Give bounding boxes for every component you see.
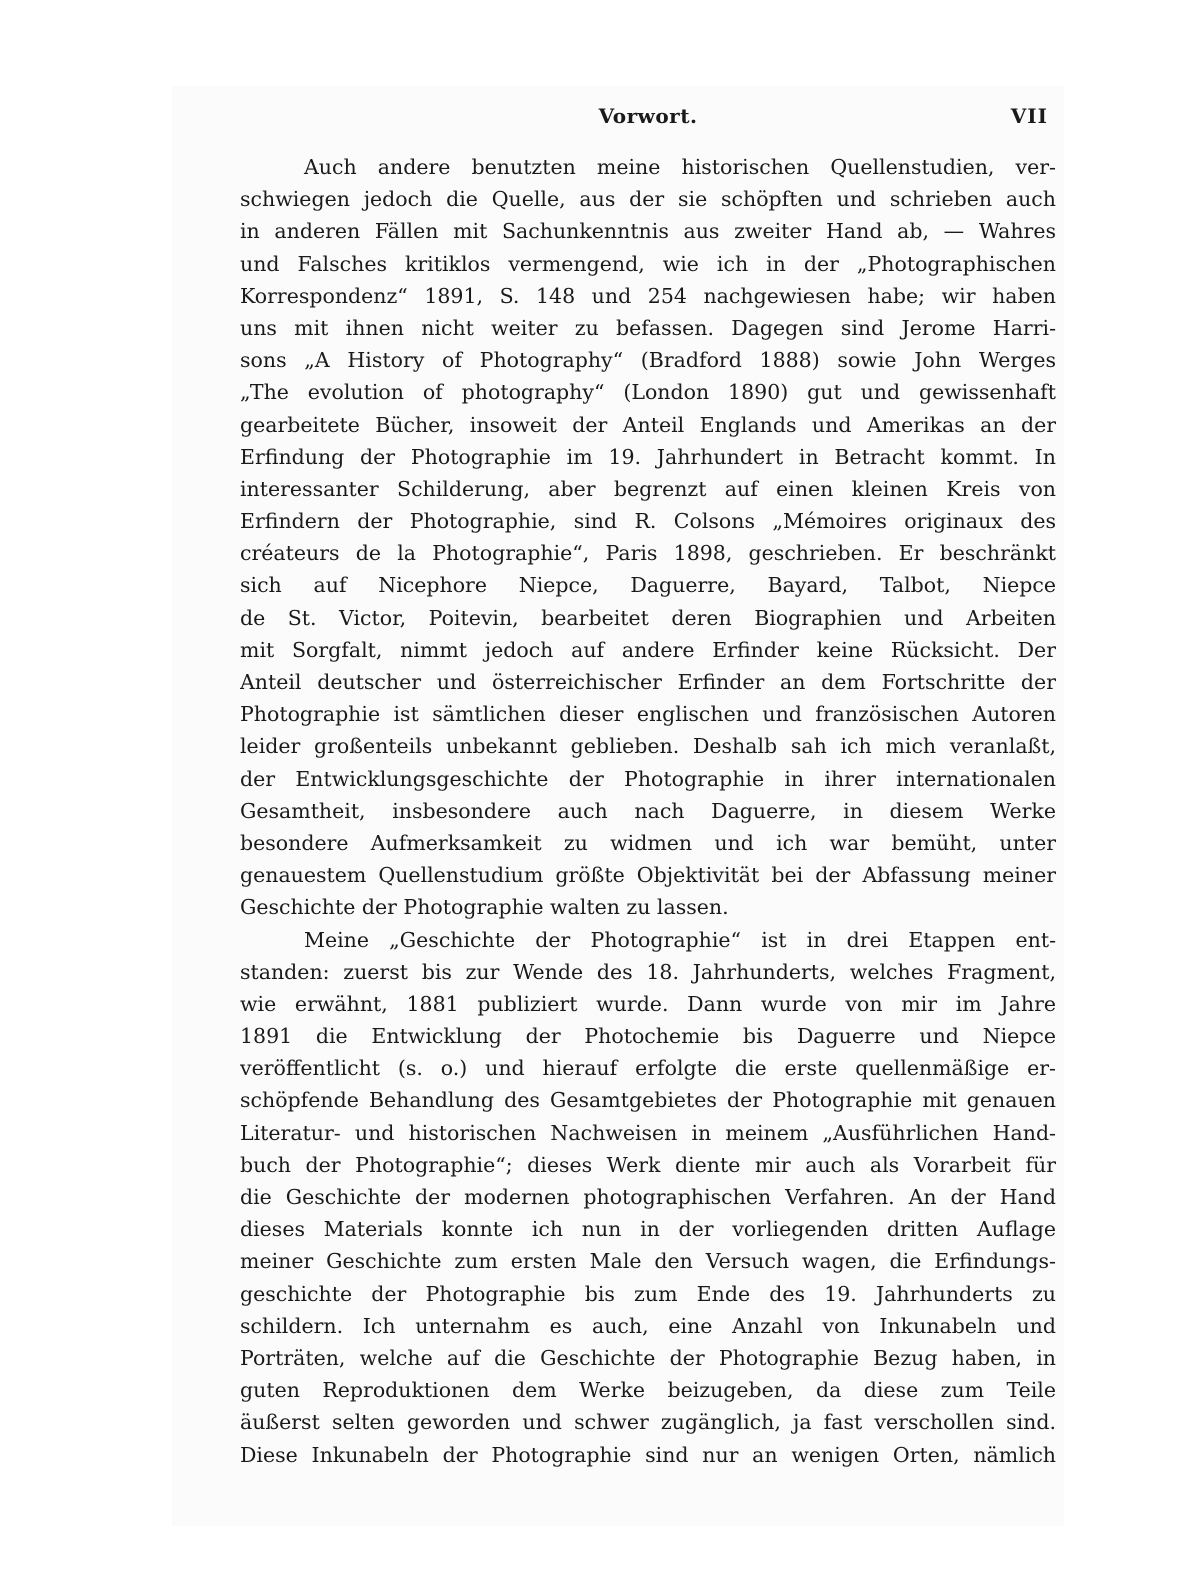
text-line: genauestem Quellenstudium größte Objektivität bei der Abfassung meiner: [240, 863, 1056, 888]
text-line: dieses Materials konnte ich nun in der vorliegenden dritten Auflage: [240, 1217, 1056, 1242]
text-line: meiner Geschichte zum ersten Male den Versuch wagen, die Erfindungs-: [240, 1249, 1056, 1274]
text-line: interessanter Schilderung, aber begrenzt auf einen kleinen Kreis von: [240, 476, 1056, 501]
text-line: schildern. Ich unternahm es auch, eine Anzahl von Inkunabeln und: [240, 1313, 1056, 1338]
text-line: leider großenteils unbekannt geblieben. Deshalb sah ich mich veranlaßt,: [240, 734, 1056, 759]
text-line: créateurs de la Photographie“, Paris 1898, geschrieben. Er beschränkt: [240, 541, 1056, 566]
text-line: wie erwähnt, 1881 publiziert wurde. Dann wurde von mir im Jahre: [240, 991, 1056, 1016]
text-line: und Falsches kritiklos vermengend, wie ich in der „Photographischen: [240, 251, 1056, 276]
text-line: Porträten, welche auf die Geschichte der Photographie Bezug haben, in: [240, 1345, 1056, 1370]
text-line: mit Sorgfalt, nimmt jedoch auf andere Erfinder keine Rücksicht. Der: [240, 637, 1056, 662]
text-line: Geschichte der Photographie walten zu lassen.: [240, 895, 729, 920]
text-line: schwiegen jedoch die Quelle, aus der sie schöpften und schrieben auch: [240, 187, 1056, 212]
text-line: Gesamtheit, insbesondere auch nach Daguerre, in diesem Werke: [240, 798, 1056, 823]
running-header: [240, 104, 1056, 130]
page-number: VII: [1010, 104, 1048, 128]
body-text: [240, 151, 1056, 1471]
text-line: 1891 die Entwicklung der Photochemie bis Daguerre und Niepce: [240, 1024, 1056, 1049]
paragraph: [240, 924, 1056, 1471]
text-line: in anderen Fällen mit Sachunkenntnis aus zweiter Hand ab, — Wahres: [240, 219, 1056, 244]
text-line: veröffentlicht (s. o.) und hierauf erfolgte die erste quellenmäßige er-: [240, 1056, 1056, 1081]
text-line: de St. Victor, Poitevin, bearbeitet deren Biographien und Arbeiten: [240, 605, 1056, 630]
text-line: uns mit ihnen nicht weiter zu befassen. Dagegen sind Jerome Harri-: [240, 315, 1056, 340]
text-line: Anteil deutscher und österreichischer Erfinder an dem Fortschritte der: [240, 670, 1056, 694]
text-line: geschichte der Photographie bis zum Ende des 19. Jahrhunderts zu: [240, 1281, 1056, 1306]
text-line: „The evolution of photography“ (London 1890) gut und gewissenhaft: [240, 380, 1056, 405]
text-line: standen: zuerst bis zur Wende des 18. Jahrhunderts, welches Fragment,: [240, 959, 1056, 984]
text-line: Diese Inkunabeln der Photographie sind nur an wenigen Orten, nämlich: [240, 1442, 1056, 1467]
text-line: äußerst selten geworden und schwer zugänglich, ja fast verschollen sind.: [240, 1410, 1056, 1435]
header-title: Vorwort.: [598, 104, 698, 128]
text-line: der Entwicklungsgeschichte der Photographie in ihrer internationalen: [240, 766, 1056, 791]
text-line: Erfindung der Photographie im 19. Jahrhundert in Betracht kommt. In: [240, 444, 1056, 469]
text-line: gearbeitete Bücher, insoweit der Anteil Englands und Amerikas an der: [240, 412, 1056, 437]
text-line: Meine „Geschichte der Photographie“ ist in drei Etappen ent-: [304, 927, 1056, 952]
paragraph: [240, 151, 1056, 924]
text-line: guten Reproduktionen dem Werke beizugeben, da diese zum Teile: [240, 1378, 1056, 1403]
text-line: schöpfende Behandlung des Gesamtgebietes der Photographie mit genauen: [240, 1088, 1056, 1113]
text-line: Korrespondenz“ 1891, S. 148 und 254 nachgewiesen habe; wir haben: [240, 283, 1056, 308]
text-line: Erfindern der Photographie, sind R. Colsons „Mémoires originaux des: [240, 509, 1056, 534]
text-line: Auch andere benutzten meine historischen Quellenstudien, ver-: [304, 155, 1056, 179]
text-line: sich auf Nicephore Niepce, Daguerre, Bayard, Talbot, Niepce: [240, 573, 1056, 598]
text-line: buch der Photographie“; dieses Werk diente mir auch als Vorarbeit für: [240, 1152, 1056, 1177]
text-line: die Geschichte der modernen photographischen Verfahren. An der Hand: [240, 1185, 1056, 1209]
text-line: sons „A History of Photography“ (Bradford 1888) sowie John Werges: [240, 348, 1056, 373]
text-line: Photographie ist sämtlichen dieser englischen und französischen Autoren: [240, 702, 1056, 727]
text-line: besondere Aufmerksamkeit zu widmen und ich war bemüht, unter: [240, 830, 1056, 855]
text-line: Literatur- und historischen Nachweisen in meinem „Ausführlichen Hand-: [240, 1120, 1056, 1145]
